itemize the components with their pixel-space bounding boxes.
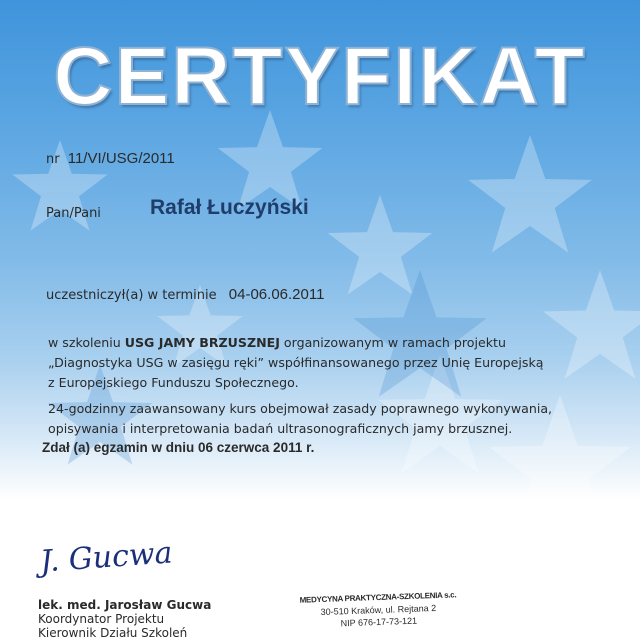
- stamp-nip: NIP 676-17-73-121: [340, 615, 418, 629]
- body-line-5: opisywania i interpretowania badań ultrasonograficznych jamy brzusznej.: [48, 421, 513, 436]
- number-label: nr: [46, 152, 60, 167]
- star-icon: [468, 135, 592, 253]
- exam-statement: Zdał (a) egzamin w dniu 06 czerwca 2011 r.: [42, 440, 315, 455]
- certificate-number: 11/VI/USG/2011: [67, 150, 175, 167]
- certificate-body: [42, 333, 553, 456]
- body-line-1: [48, 333, 552, 353]
- star-icon: [543, 270, 640, 379]
- body-line-2: „Diagnostyka USG w zasięgu ręki” współfinansowanego przez Unię Europejską: [48, 355, 544, 370]
- body-line-4: 24-godzinny zaawansowany kurs obejmował zasady poprawnego wykonywania,: [48, 401, 553, 416]
- signatory-role: Kierownik Działu Szkoleń: [38, 626, 188, 640]
- recipient-name: Rafał Łuczyński: [150, 196, 309, 219]
- participation-label: uczestniczył(a) w terminie: [46, 288, 217, 303]
- signatory-name: lek. med. Jarosław Gucwa: [38, 598, 212, 612]
- participation-row: [46, 286, 324, 303]
- body-text: w szkoleniu: [48, 335, 125, 350]
- company-stamp: [299, 589, 457, 630]
- body-text: organizowanym w ramach projektu: [279, 335, 506, 350]
- stamp-company: MEDYCYNA PRAKTYCZNA-SZKOLENIA s.c.: [299, 590, 457, 605]
- signatory-role: Koordynator Projektu: [38, 612, 165, 626]
- recipient-label: Pan/Pani: [46, 206, 101, 221]
- signatory-block: [38, 598, 211, 640]
- star-icon: [218, 110, 323, 210]
- course-name: USG JAMY BRZUSZNEJ: [124, 335, 280, 350]
- stamp-address: 30-510 Kraków, ul. Rejtana 2: [320, 602, 437, 618]
- body-line-3: z Europejskiego Funduszu Społecznego.: [48, 375, 299, 390]
- course-dates: 04-06.06.2011: [228, 286, 325, 303]
- certificate-title: CERTYFIKAT: [53, 31, 587, 122]
- number-row: [46, 150, 175, 167]
- signature: J. Gucwa: [38, 535, 174, 580]
